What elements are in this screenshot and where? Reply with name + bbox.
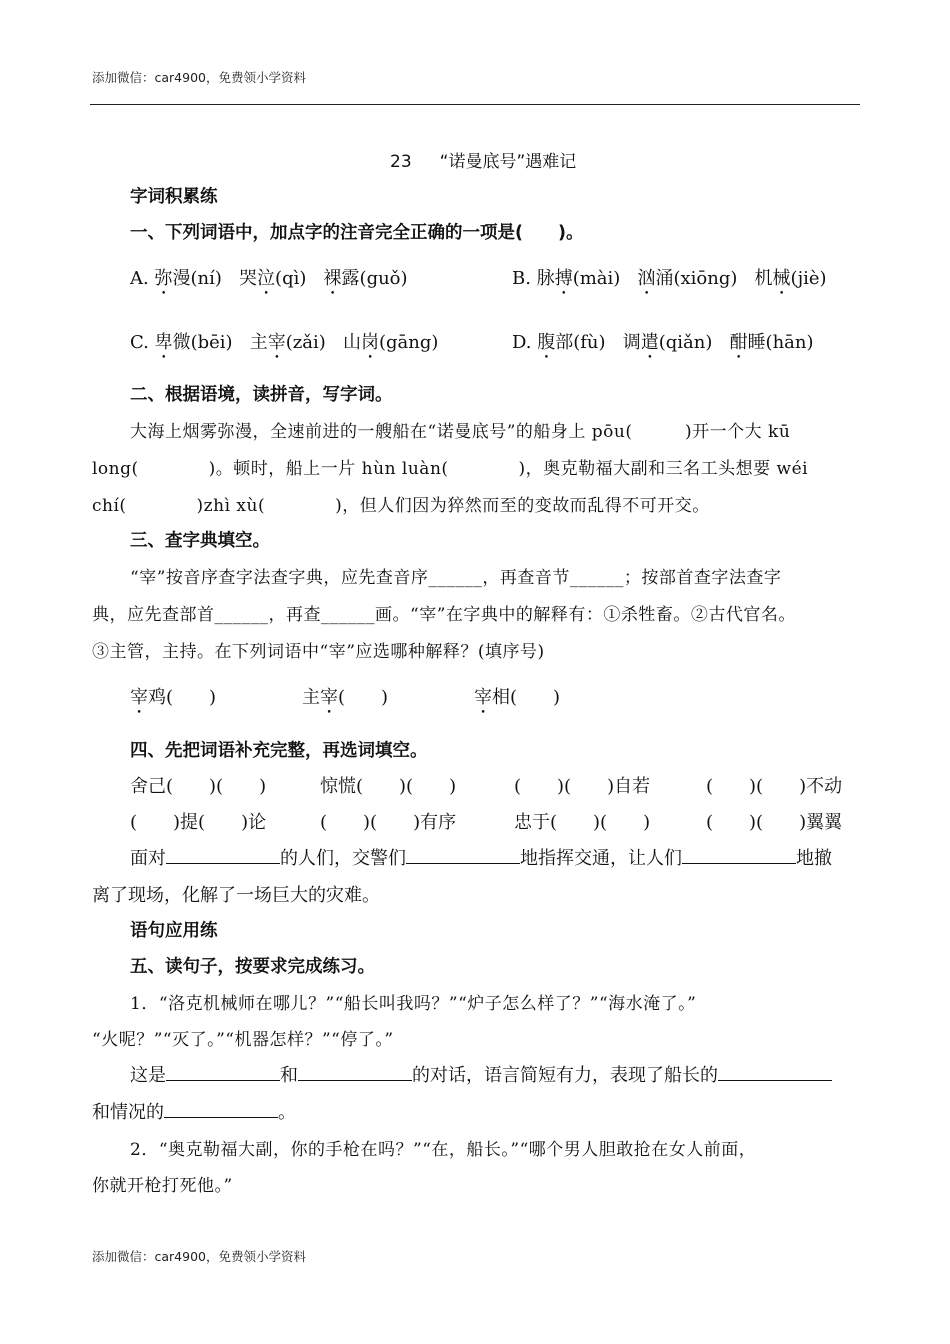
q2-heading: 二、根据语境，读拼音，写字词。: [130, 385, 393, 405]
answer-blank[interactable]: [164, 1099, 278, 1118]
q4-idiom: 舍己( )( ): [130, 776, 267, 797]
option-a-word-1: 弥漫(ní): [154, 268, 222, 289]
footer-note: 添加微信：car4900，免费领小学资料: [92, 1249, 306, 1264]
q4-idiom: ( )( )自若: [514, 776, 651, 797]
header-note: 添加微信：car4900，免费领小学资料: [92, 70, 306, 85]
option-b-label: B.: [512, 268, 531, 289]
option-d-word-1: 腹部(fù): [537, 332, 606, 353]
option-d-word-3: 酣睡(hān): [729, 332, 814, 353]
q4-idiom: ( )( )有序: [320, 812, 457, 833]
q3-heading: 三、查字典填空。: [130, 531, 270, 551]
q3-line-3: ③主管，主持。在下列词语中“宰”应选哪种解释？(填序号): [92, 642, 545, 662]
q4-fill-line-2: 离了现场，化解了一场巨大的灾难。: [92, 885, 380, 906]
option-a-word-3: 裸露(guǒ): [323, 268, 408, 289]
option-a-label: A.: [130, 268, 149, 289]
q1-option-d: [512, 328, 814, 363]
option-c-word-3: 山岗(gāng): [342, 332, 439, 353]
q1-option-b: [512, 264, 827, 299]
q5-passage-1-line-1: 1．“洛克机械师在哪儿？”“船长叫我吗？”“炉子怎么样了？”“海水淹了。”: [130, 994, 697, 1014]
answer-blank[interactable]: [406, 845, 520, 864]
option-c-word-1: 卑微(bēi): [154, 332, 233, 353]
option-d-word-2: 调遣(qiǎn): [622, 332, 713, 353]
answer-blank[interactable]: [166, 845, 280, 864]
option-c-label: C.: [130, 332, 149, 353]
lesson-name: “诺曼底号”遇难记: [439, 152, 577, 172]
lesson-number: 23: [390, 152, 412, 172]
q4-idiom: ( )( )翼翼: [706, 812, 843, 833]
q3-line-2: 典，应先查部首______，再查______画。“宰”在字典中的解释有：①杀牲畜。②古代官名。: [92, 605, 796, 625]
option-a-word-2: 哭泣(qì): [239, 268, 307, 289]
q1-option-c: [130, 328, 438, 363]
q3-word-1: 宰鸡( ): [130, 687, 217, 708]
q1-heading: 一、下列词语中，加点字的注音完全正确的一项是( )。: [130, 223, 584, 243]
q4-idiom: ( )( )不动: [706, 776, 843, 797]
answer-blank[interactable]: [682, 845, 796, 864]
q2-line-3: chí( )zhì xù( )，但人们因为猝然而至的变故而乱得不可开交。: [92, 496, 710, 516]
q4-heading: 四、先把词语补充完整，再选词填空。: [130, 741, 428, 761]
option-c-word-2: 主宰(zǎi): [249, 332, 326, 353]
q5-heading: 五、读句子，按要求完成练习。: [130, 957, 375, 977]
q5-passage-2-line-1: 2．“奥克勒福大副，你的手枪在吗？”“在，船长。”“哪个男人胆敢抢在女人前面，: [130, 1140, 757, 1160]
lesson-title: [390, 147, 576, 172]
header-rule: [90, 104, 860, 105]
q5-passage-2-line-2: 你就开枪打死他。”: [92, 1176, 233, 1196]
q2-line-1: 大海上烟雾弥漫，全速前进的一艘船在“诺曼底号”的船身上 pōu( )开一个大 kū: [130, 422, 791, 442]
q3-word-2: 主宰( ): [302, 687, 389, 708]
q1-option-a: [130, 264, 408, 299]
q4-idiom: 惊慌( )( ): [320, 776, 457, 797]
q5-fill-line-2: 和情况的 。: [92, 1098, 296, 1124]
option-d-label: D.: [512, 332, 532, 353]
q5-passage-1-line-2: “火呢？”“灭了。”“机器怎样？”“停了。”: [92, 1030, 394, 1050]
section-sentence-practice: 语句应用练: [130, 921, 218, 941]
option-b-word-1: 脉搏(mài): [536, 268, 621, 289]
answer-blank[interactable]: [718, 1062, 832, 1081]
q4-idiom: 忠于( )( ): [514, 812, 651, 833]
q4-idiom: ( )提( )论: [130, 812, 267, 833]
option-b-word-3: 机械(jiè): [754, 268, 827, 289]
q5-fill-sentence: 这是 和 的对话，语言简短有力，表现了船长的: [130, 1061, 832, 1087]
q3-word-3: 宰相( ): [474, 687, 561, 708]
answer-blank[interactable]: [166, 1062, 280, 1081]
section-word-practice: 字词积累练: [130, 187, 218, 207]
option-b-word-2: 汹涌(xiōng): [637, 268, 738, 289]
q2-line-2: long( )。顿时，船上一片 hùn luàn( )，奥克勒福大副和三名工头想要 wéi: [92, 459, 809, 479]
answer-blank[interactable]: [298, 1062, 412, 1081]
q3-line-1: “宰”按音序查字法查字典，应先查音序______，再查音节______；按部首查字法查字: [130, 568, 782, 588]
q4-fill-sentence: 面对 的人们，交警们 地指挥交通，让人们 地撤: [130, 844, 832, 870]
